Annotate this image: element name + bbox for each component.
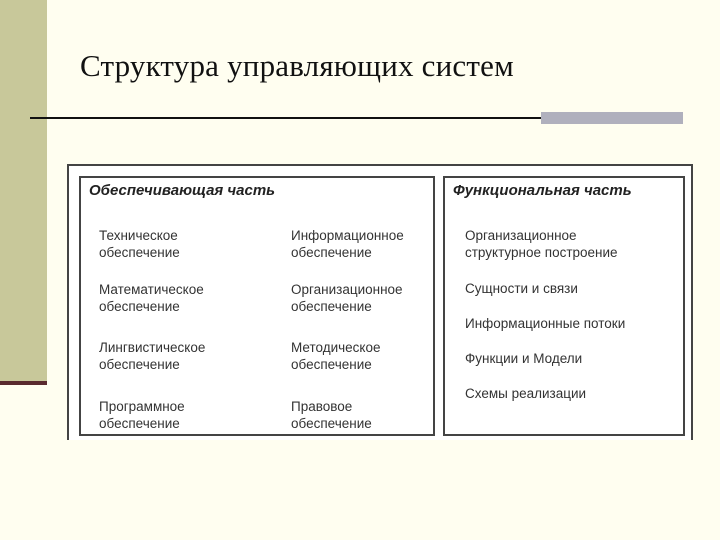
implementation-schemes-item [465, 385, 586, 402]
slide-title: Структура управляющих систем [80, 48, 514, 83]
side-decor-band [0, 0, 47, 384]
supporting-part-title: Обеспечивающая часть [89, 182, 276, 199]
methodical-support-item [291, 339, 380, 373]
legal-support-item [291, 398, 372, 432]
item-line: обеспечение [99, 357, 180, 372]
information-support-item [291, 227, 404, 261]
item-line: Информационные потоки [465, 316, 626, 331]
functions-models-item [465, 350, 582, 367]
linguistic-support-item [99, 339, 205, 373]
functional-part-panel [443, 176, 685, 436]
item-line: Сущности и связи [465, 281, 578, 296]
title-underline [30, 117, 542, 119]
item-line: Математическое [99, 282, 204, 297]
item-line: обеспечение [99, 416, 180, 431]
side-decor-line [0, 381, 47, 385]
item-line: Функции и Модели [465, 351, 583, 366]
item-line: обеспечение [291, 299, 372, 314]
item-line: Информационное [291, 228, 404, 243]
title-accent-bar [541, 112, 683, 124]
entities-relations-item [465, 280, 578, 297]
organizational-support-item [291, 281, 403, 315]
item-line: Техническое [99, 228, 178, 243]
item-line: структурное построение [465, 245, 618, 260]
item-line: Организационное [465, 228, 577, 243]
org-structure-item [465, 227, 618, 261]
item-line: Организационное [291, 282, 403, 297]
mathematical-support-item [99, 281, 204, 315]
supporting-part-panel [79, 176, 435, 436]
structure-diagram [67, 164, 693, 440]
item-line: обеспечение [291, 245, 372, 260]
item-line: Лингвистическое [99, 340, 206, 355]
item-line: Схемы реализации [465, 386, 587, 401]
item-line: обеспечение [99, 299, 180, 314]
item-line: Программное [99, 399, 185, 414]
item-line: обеспечение [99, 245, 180, 260]
functional-part-title: Функциональная часть [453, 182, 632, 199]
item-line: обеспечение [291, 416, 372, 431]
information-flows-item [465, 315, 625, 332]
software-support-item [99, 398, 185, 432]
item-line: Правовое [291, 399, 353, 414]
item-line: Методическое [291, 340, 381, 355]
technical-support-item [99, 227, 180, 261]
item-line: обеспечение [291, 357, 372, 372]
